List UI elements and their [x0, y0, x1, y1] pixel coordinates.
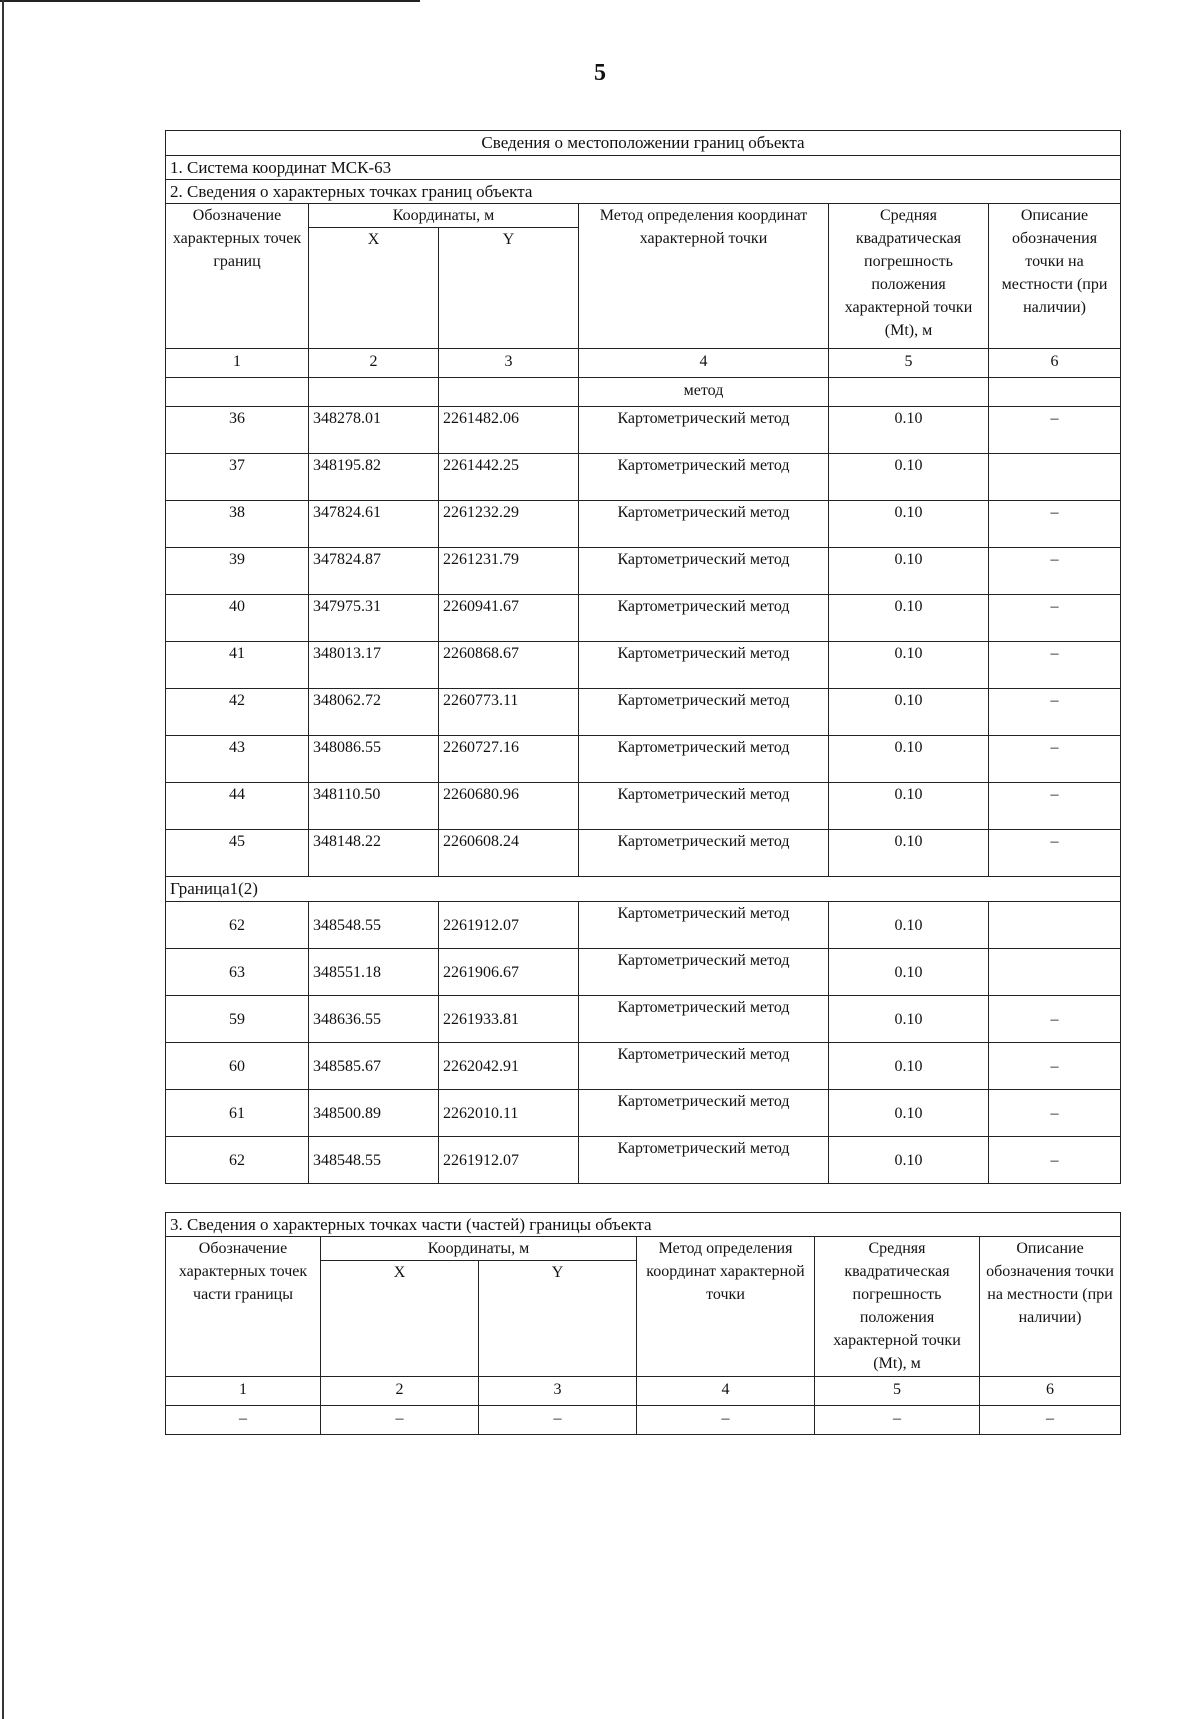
coord-y: 2261232.29: [439, 501, 579, 548]
table-row: [166, 689, 1121, 736]
error-value: 0.10: [829, 1137, 989, 1184]
description: [989, 902, 1121, 949]
coord-y: 2260608.24: [439, 830, 579, 877]
coord-x: 348013.17: [309, 642, 439, 689]
error-value: 0.10: [829, 996, 989, 1043]
method: Картометрический метод: [579, 830, 829, 877]
part-cell: –: [479, 1406, 637, 1435]
continued-method: метод: [579, 378, 829, 407]
description: –: [989, 996, 1121, 1043]
col-number: 4: [637, 1377, 815, 1406]
coord-y: 2260680.96: [439, 783, 579, 830]
method: Картометрический метод: [579, 548, 829, 595]
point-id: 59: [166, 996, 309, 1043]
col-number: 1: [166, 349, 309, 378]
boundary-points-table: [165, 130, 1121, 1184]
error-value: 0.10: [829, 407, 989, 454]
col-number: 1: [166, 1377, 321, 1406]
method: Картометрический метод: [579, 1090, 829, 1137]
section-boundary-points: 2. Сведения о характерных точках границ объекта: [166, 180, 1121, 204]
col-number: 2: [321, 1377, 479, 1406]
header-coords-part: Координаты, м: [321, 1237, 637, 1261]
empty-cell: [166, 378, 309, 407]
col-number: 3: [439, 349, 579, 378]
header-designation-part: Обозначение характерных точек части границы: [166, 1237, 321, 1377]
coord-x: 348636.55: [309, 996, 439, 1043]
error-value: 0.10: [829, 595, 989, 642]
header-designation: Обозначение характерных точек границ: [166, 204, 309, 349]
method: Картометрический метод: [579, 1137, 829, 1184]
coord-x: 348062.72: [309, 689, 439, 736]
table-row: [166, 1137, 1121, 1184]
section-coordinate-system: 1. Система координат МСК-63: [166, 156, 1121, 180]
section-part-boundary-points: 3. Сведения о характерных точках части (частей) границы объекта: [166, 1213, 1121, 1237]
coord-x: 348548.55: [309, 902, 439, 949]
point-id: 44: [166, 783, 309, 830]
part-cell: –: [166, 1406, 321, 1435]
point-id: 43: [166, 736, 309, 783]
header-x-part: X: [321, 1261, 479, 1377]
error-value: 0.10: [829, 1043, 989, 1090]
method: Картометрический метод: [579, 1043, 829, 1090]
part-cell: –: [637, 1406, 815, 1435]
point-id: 41: [166, 642, 309, 689]
error-value: 0.10: [829, 783, 989, 830]
table-row: [166, 548, 1121, 595]
col-number: 3: [479, 1377, 637, 1406]
coord-x: 348278.01: [309, 407, 439, 454]
description: –: [989, 689, 1121, 736]
scan-left-edge: [2, 0, 4, 1719]
point-id: 45: [166, 830, 309, 877]
col-number: 5: [815, 1377, 980, 1406]
coord-x: 348110.50: [309, 783, 439, 830]
coord-y: 2262042.91: [439, 1043, 579, 1090]
description: –: [989, 736, 1121, 783]
description: [989, 454, 1121, 501]
table-row: [166, 783, 1121, 830]
part-cell: –: [321, 1406, 479, 1435]
header-method-part: Метод определения координат характерной точки: [637, 1237, 815, 1377]
description: –: [989, 1090, 1121, 1137]
header-method: Метод определения координат характерной точки: [579, 204, 829, 349]
error-value: 0.10: [829, 902, 989, 949]
coord-y: 2261933.81: [439, 996, 579, 1043]
method: Картометрический метод: [579, 595, 829, 642]
table-title: Сведения о местоположении границ объекта: [166, 131, 1121, 156]
error-value: 0.10: [829, 454, 989, 501]
table-row: [166, 736, 1121, 783]
coord-x: 348086.55: [309, 736, 439, 783]
col-number: 5: [829, 349, 989, 378]
table-row: [166, 595, 1121, 642]
coord-x: 347824.61: [309, 501, 439, 548]
coord-y: 2260727.16: [439, 736, 579, 783]
method: Картометрический метод: [579, 902, 829, 949]
method: Картометрический метод: [579, 736, 829, 783]
description: –: [989, 830, 1121, 877]
description: –: [989, 501, 1121, 548]
header-description: Описание обозначения точки на местности (при наличии): [989, 204, 1121, 349]
error-value: 0.10: [829, 642, 989, 689]
coord-x: 348195.82: [309, 454, 439, 501]
point-id: 42: [166, 689, 309, 736]
coord-y: 2261231.79: [439, 548, 579, 595]
col-number: 4: [579, 349, 829, 378]
description: –: [989, 783, 1121, 830]
part-boundary-table: [165, 1212, 1121, 1435]
coord-y: 2261912.07: [439, 902, 579, 949]
method: Картометрический метод: [579, 501, 829, 548]
table-row: [166, 830, 1121, 877]
coord-y: 2261906.67: [439, 949, 579, 996]
coord-x: 348500.89: [309, 1090, 439, 1137]
coord-x: 348585.67: [309, 1043, 439, 1090]
part-cell: –: [980, 1406, 1121, 1435]
coord-y: 2260868.67: [439, 642, 579, 689]
table-row: [166, 1043, 1121, 1090]
description: –: [989, 407, 1121, 454]
description: –: [989, 595, 1121, 642]
coord-x: 348548.55: [309, 1137, 439, 1184]
point-id: 61: [166, 1090, 309, 1137]
description: –: [989, 642, 1121, 689]
header-error-part: Средняя квадратическая погрешность положения характерной точки (Mt), м: [815, 1237, 980, 1377]
method: Картометрический метод: [579, 407, 829, 454]
empty-cell: [829, 378, 989, 407]
coord-y: 2261482.06: [439, 407, 579, 454]
description: –: [989, 1043, 1121, 1090]
col-number: 6: [989, 349, 1121, 378]
col-number: 6: [980, 1377, 1121, 1406]
empty-cell: [439, 378, 579, 407]
method: Картометрический метод: [579, 996, 829, 1043]
error-value: 0.10: [829, 736, 989, 783]
error-value: 0.10: [829, 830, 989, 877]
point-id: 39: [166, 548, 309, 595]
table-row: [166, 642, 1121, 689]
table-row: [166, 501, 1121, 548]
header-description-part: Описание обозначения точки на местности (при наличии): [980, 1237, 1121, 1377]
empty-cell: [989, 378, 1121, 407]
coord-x: 347824.87: [309, 548, 439, 595]
description: –: [989, 1137, 1121, 1184]
table-row: [166, 407, 1121, 454]
table-row: [166, 1090, 1121, 1137]
header-y-part: Y: [479, 1261, 637, 1377]
coord-x: 348148.22: [309, 830, 439, 877]
table-row: [166, 996, 1121, 1043]
col-number: 2: [309, 349, 439, 378]
point-id: 62: [166, 1137, 309, 1184]
coord-x: 348551.18: [309, 949, 439, 996]
header-y: Y: [439, 228, 579, 349]
error-value: 0.10: [829, 501, 989, 548]
error-value: 0.10: [829, 1090, 989, 1137]
point-id: 62: [166, 902, 309, 949]
table-row: [166, 902, 1121, 949]
error-value: 0.10: [829, 548, 989, 595]
coord-y: 2261442.25: [439, 454, 579, 501]
method: Картометрический метод: [579, 949, 829, 996]
method: Картометрический метод: [579, 783, 829, 830]
point-id: 38: [166, 501, 309, 548]
point-id: 60: [166, 1043, 309, 1090]
coord-y: 2260941.67: [439, 595, 579, 642]
header-coords: Координаты, м: [309, 204, 579, 228]
coord-y: 2260773.11: [439, 689, 579, 736]
point-id: 40: [166, 595, 309, 642]
description: [989, 949, 1121, 996]
point-id: 37: [166, 454, 309, 501]
table-row: [166, 949, 1121, 996]
coord-x: 347975.31: [309, 595, 439, 642]
part-cell: –: [815, 1406, 980, 1435]
method: Картометрический метод: [579, 454, 829, 501]
page-number: 5: [594, 60, 606, 86]
point-id: 63: [166, 949, 309, 996]
point-id: 36: [166, 407, 309, 454]
method: Картометрический метод: [579, 642, 829, 689]
header-error: Средняя квадратическая погрешность положения характерной точки (Mt), м: [829, 204, 989, 349]
header-x: X: [309, 228, 439, 349]
scan-top-line: [0, 0, 420, 2]
boundary-label: Граница1(2): [166, 877, 1121, 902]
coord-y: 2262010.11: [439, 1090, 579, 1137]
error-value: 0.10: [829, 689, 989, 736]
method: Картометрический метод: [579, 689, 829, 736]
description: –: [989, 548, 1121, 595]
table-row: [166, 454, 1121, 501]
coord-y: 2261912.07: [439, 1137, 579, 1184]
error-value: 0.10: [829, 949, 989, 996]
empty-cell: [309, 378, 439, 407]
